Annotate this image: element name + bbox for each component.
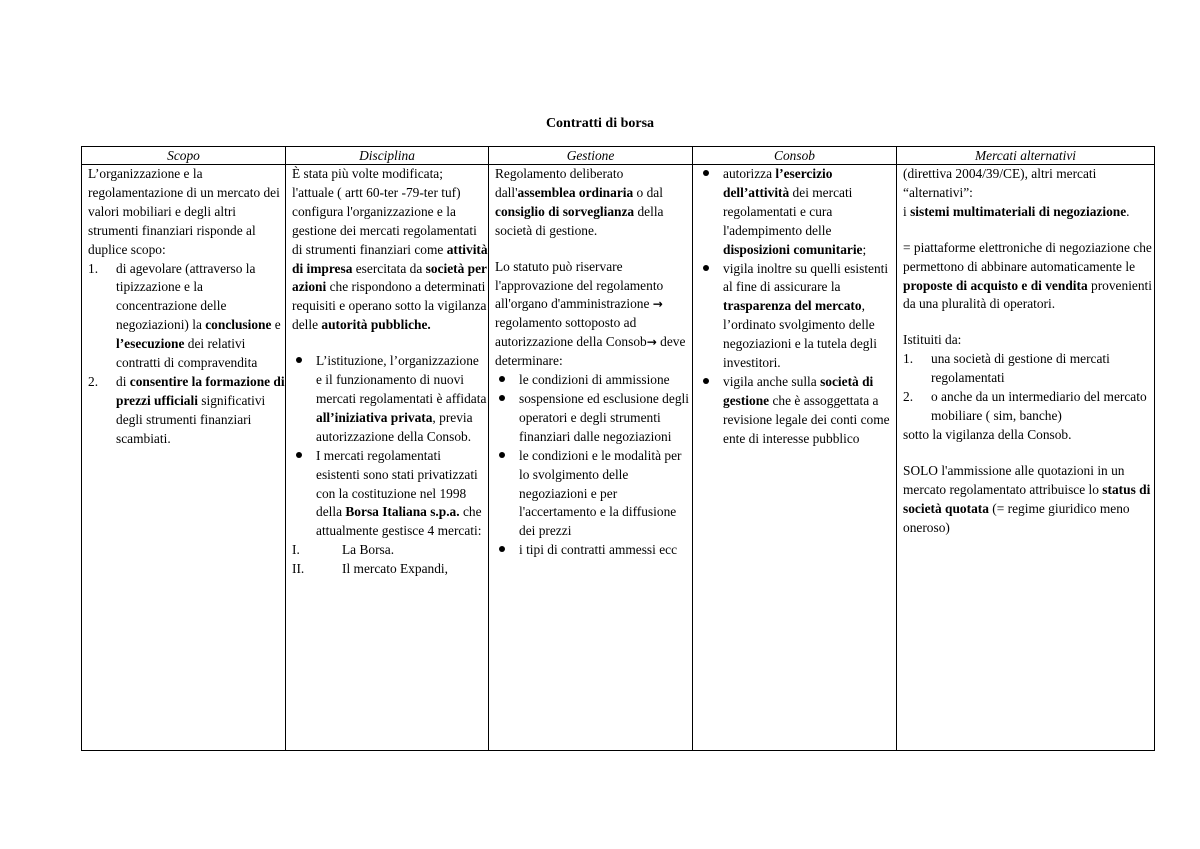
document-title: Contratti di borsa — [545, 116, 655, 131]
disciplina-paragraph — [292, 165, 488, 335]
arrow-right-icon: → — [646, 335, 657, 350]
text: = piattaforme elettroniche di negoziazione che permettono di abbinare automaticamente le — [903, 239, 1152, 274]
bold-text: l’esecuzione — [116, 336, 185, 352]
text: che attualmente gestisce 4 mercati: — [316, 504, 482, 539]
scopo-intro: L’organizzazione e la regolamentazione di un mercato dei valori mobiliari e degli altri strumenti finanziari risponde al duplice scopo: — [88, 166, 280, 257]
text: I mercati regolamentati esistenti sono stati privatizzati con la costituzione nel 1998 della — [316, 447, 478, 520]
text: , previa autorizzazione della Consob. — [316, 409, 473, 444]
cell-gestione — [489, 165, 693, 751]
gestione-bullet-3 — [495, 447, 692, 542]
bold-text: società di gestione — [723, 373, 874, 408]
bullet-icon — [499, 395, 505, 401]
gestione-bullet-2 — [495, 390, 692, 447]
bullet-icon — [703, 265, 709, 271]
text: Lo statuto può riservare l'approvazione del regolamento all'organo d'amministrazione — [495, 258, 664, 312]
list-number: 1. — [903, 351, 914, 367]
contracts-table — [81, 146, 1155, 751]
consob-bullet-3 — [699, 373, 896, 449]
text: le condizioni di ammissione — [519, 372, 670, 388]
text: ; — [862, 241, 867, 257]
consob-bullet-1 — [699, 165, 896, 260]
cell-scopo — [82, 165, 286, 751]
mercati-item-2 — [903, 388, 1154, 426]
text: SOLO l'ammissione alle quotazioni in un mercato regolamentato attribuisce lo — [903, 462, 1125, 497]
market-name: La Borsa. — [342, 542, 395, 558]
text: dei relativi contratti di compravendita — [116, 336, 258, 371]
disciplina-bullet-1 — [292, 352, 488, 447]
text: o dal — [633, 184, 663, 200]
bold-text: società per azioni — [292, 260, 487, 295]
content-row — [82, 165, 1155, 751]
text: i — [903, 203, 911, 219]
bold-text: disposizioni comunitarie — [723, 241, 863, 257]
roman-number: I. — [292, 542, 300, 558]
text: autorizza — [723, 166, 776, 181]
text: della società di gestione. — [495, 203, 664, 238]
mercati-item-1 — [903, 350, 1154, 388]
text: (direttiva 2004/39/CE), altri mercati “alternativi”: — [903, 166, 1097, 200]
header-consob: Consob — [693, 147, 897, 165]
bullet-icon — [703, 378, 709, 384]
bullet-icon — [296, 452, 302, 458]
bold-text: status di società quotata — [903, 481, 1151, 516]
istituiti-label: Istituiti da: — [903, 332, 962, 348]
cell-mercati-alternativi — [897, 165, 1155, 751]
bold-text: trasparenza del mercato — [723, 298, 862, 314]
text: provenienti da una pluralità di operatori. — [903, 277, 1152, 312]
arrow-right-icon: → — [652, 297, 663, 312]
bold-text: assemblea ordinaria — [517, 184, 634, 200]
gestione-bullet-1 — [495, 371, 692, 390]
disciplina-bullet-2 — [292, 447, 488, 542]
text: regolamento sottoposto ad autorizzazione della Consob — [495, 315, 647, 350]
text: di agevolare (attraverso la tipizzazione e la concentrazione delle negoziazioni) la — [116, 260, 256, 333]
text: una società di gestione di mercati regolamentati — [931, 351, 1110, 386]
bullet-icon — [703, 170, 709, 176]
text: . — [1126, 203, 1130, 219]
text: Regolamento deliberato dall' — [495, 166, 624, 200]
header-mercati-alternativi: Mercati alternativi — [897, 147, 1155, 165]
bold-text: l’esercizio dell’attività — [723, 166, 833, 200]
text: È stata più volte modificata; l'attuale ( artt 60-ter -79-ter tuf) configura l'organizzazione e la gestione dei mercati regolamentati di strumenti finanziari come — [292, 166, 477, 257]
sotto-vigilanza: sotto la vigilanza della Consob. — [903, 426, 1072, 442]
bold-text: consentire la formazione di prezzi ufficiali — [116, 373, 285, 408]
consob-bullet-2 — [699, 260, 896, 373]
list-number: 1. — [88, 260, 99, 276]
mercati-paragraph-1 — [903, 165, 1154, 222]
bold-text: conclusione — [205, 317, 272, 333]
text: i tipi di contratti ammessi ecc — [519, 542, 678, 558]
bold-text: all’iniziativa privata — [316, 409, 433, 425]
cell-consob — [693, 165, 897, 751]
text: sospensione ed esclusione degli operatori e degli strumenti finanziari dalle negoziazioni — [519, 390, 689, 444]
bullet-icon — [499, 546, 505, 552]
header-row — [82, 147, 1155, 165]
bold-text: consiglio di sorveglianza — [495, 203, 635, 219]
text: che è assoggettata a revisione legale dei conti come ente di interesse pubblico — [723, 392, 890, 446]
bold-text: proposte di acquisto e di vendita — [903, 277, 1088, 293]
text: significativi degli strumenti finanziari scambiati. — [116, 392, 266, 446]
text: di — [116, 373, 130, 389]
scopo-item-2 — [88, 373, 285, 449]
text: e — [271, 317, 281, 333]
gestione-paragraph-1 — [495, 165, 692, 241]
text: (= regime giuridico meno oneroso) — [903, 500, 1130, 535]
text: vigila inoltre su quelli esistenti al fine di assicurare la — [723, 260, 889, 295]
text: dei mercati regolamentati e cura l'adempimento delle — [723, 184, 853, 238]
bold-text: attività di impresa — [292, 241, 488, 276]
text: che rispondono a determinati requisiti e operano sotto la vigilanza delle — [292, 279, 487, 333]
bullet-icon — [499, 452, 505, 458]
bullet-icon — [296, 357, 302, 363]
text: L’istituzione, l’organizzazione e il funzionamento di nuovi mercati regolamentati è affidata — [316, 353, 487, 406]
bold-text: sistemi multimateriali di negoziazione — [910, 203, 1127, 219]
header-disciplina: Disciplina — [286, 147, 489, 165]
text: le condizioni e le modalità per lo svolgimento delle negoziazioni e per l'accertamento e la diffusione dei prezzi — [519, 447, 682, 539]
bold-text: Borsa Italiana s.p.a. — [345, 504, 460, 520]
market-name: Il mercato Expandi, — [342, 561, 448, 577]
list-number: 2. — [88, 373, 99, 389]
cell-disciplina — [286, 165, 489, 751]
text: deve determinare: — [495, 334, 686, 369]
bold-text: autorità pubbliche. — [321, 317, 431, 333]
gestione-paragraph-2 — [495, 258, 692, 371]
header-gestione: Gestione — [489, 147, 693, 165]
scopo-item-1 — [88, 260, 285, 373]
gestione-bullet-4 — [495, 541, 692, 560]
bullet-icon — [499, 376, 505, 382]
header-scopo: Scopo — [82, 147, 286, 165]
roman-number: II. — [292, 561, 305, 577]
text: o anche da un intermediario del mercato mobiliare ( sim, banche) — [931, 389, 1147, 423]
mercati-paragraph-4 — [903, 462, 1154, 538]
list-number: 2. — [903, 389, 914, 405]
disciplina-market-2 — [292, 560, 488, 579]
text: , l’ordinato svolgimento delle negoziazioni e la tutela degli investitori. — [723, 298, 877, 371]
mercati-paragraph-2 — [903, 239, 1154, 315]
disciplina-market-1 — [292, 541, 488, 560]
text: vigila anche sulla — [723, 373, 821, 389]
text: esercitata da — [352, 260, 426, 276]
